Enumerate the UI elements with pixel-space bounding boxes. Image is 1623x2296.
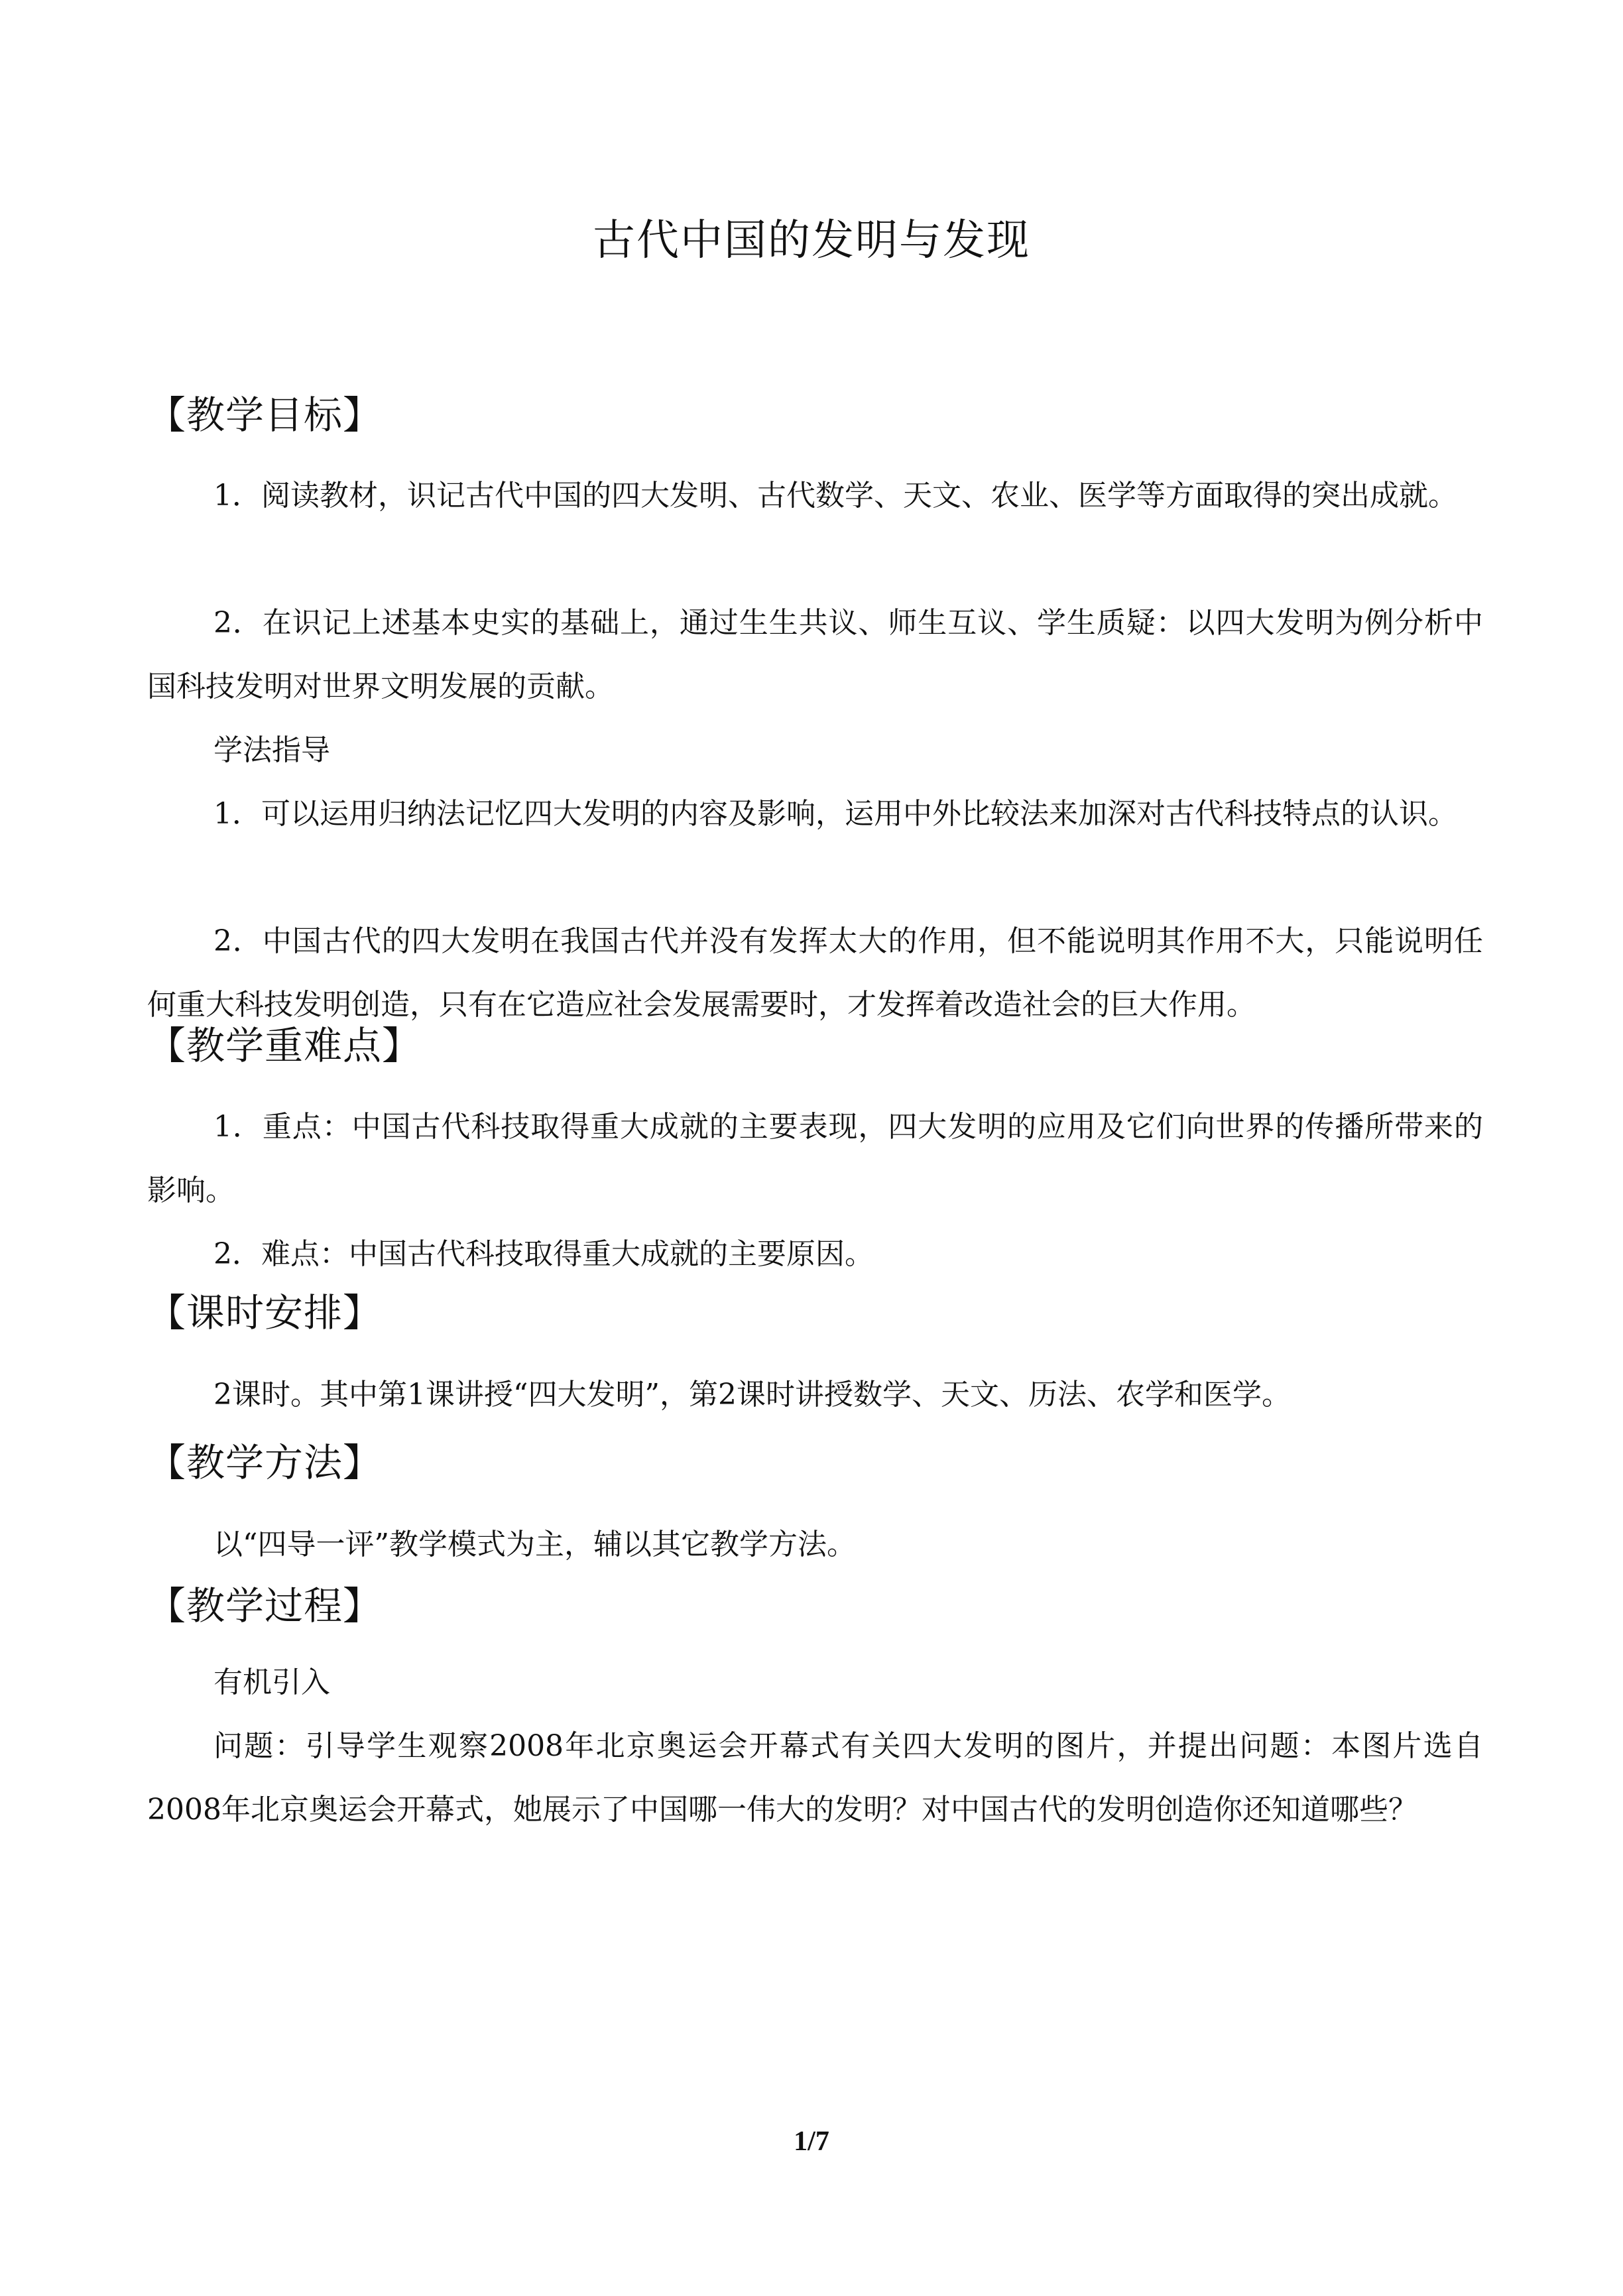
heading-process: 【教学过程】 (147, 1583, 383, 1628)
heading-schedule: 【课时安排】 (147, 1290, 383, 1335)
heading-objectives: 【教学目标】 (147, 393, 383, 438)
process-paragraph-1: 问题：引导学生观察2008年北京奥运会开幕式有关四大发明的图片，并提出问题：本图片选自2008年北京奥运会开幕式，她展示了中国哪一伟大的发明？对中国古代的发明创造你还知道哪些？ (147, 1729, 1483, 1827)
heading-key-points: 【教学重难点】 (147, 1023, 422, 1068)
guide-paragraph-2: 2．中国古代的四大发明在我国古代并没有发挥太大的作用，但不能说明其作用不大，只能说明任何重大科技发明创造，只有在它造应社会发展需要时，才发挥着改造社会的巨大作用。 (147, 924, 1483, 1022)
methods-paragraph: 以“四导一评”教学模式为主，辅以其它教学方法。 (213, 1528, 856, 1561)
objectives-paragraph-1: 1．阅读教材，识记古代中国的四大发明、古代数学、天文、农业、医学等方面取得的突出成就。 (213, 479, 1457, 513)
study-guide-title: 学法指导 (213, 733, 330, 767)
page-number: 1/7 (794, 2126, 829, 2157)
key-points-paragraph-2: 2．难点：中国古代科技取得重大成就的主要原因。 (213, 1237, 874, 1271)
key-points-paragraph-1: 1．重点：中国古代科技取得重大成就的主要表现，四大发明的应用及它们向世界的传播所带来的影响。 (147, 1110, 1483, 1207)
heading-methods: 【教学方法】 (147, 1440, 383, 1485)
page-title: 古代中国的发明与发现 (593, 216, 1030, 265)
guide-paragraph-1: 1．可以运用归纳法记忆四大发明的内容及影响，运用中外比较法来加深对古代科技特点的认识。 (213, 797, 1457, 831)
objectives-paragraph-2: 2．在识记上述基本史实的基础上，通过生生共议、师生互议、学生质疑：以四大发明为例分析中国科技发明对世界文明发展的贡献。 (147, 606, 1483, 703)
schedule-paragraph: 2课时。其中第1课讲授“四大发明”，第2课时讲授数学、天文、历法、农学和医学。 (213, 1378, 1291, 1412)
intro-title: 有机引入 (213, 1665, 330, 1699)
